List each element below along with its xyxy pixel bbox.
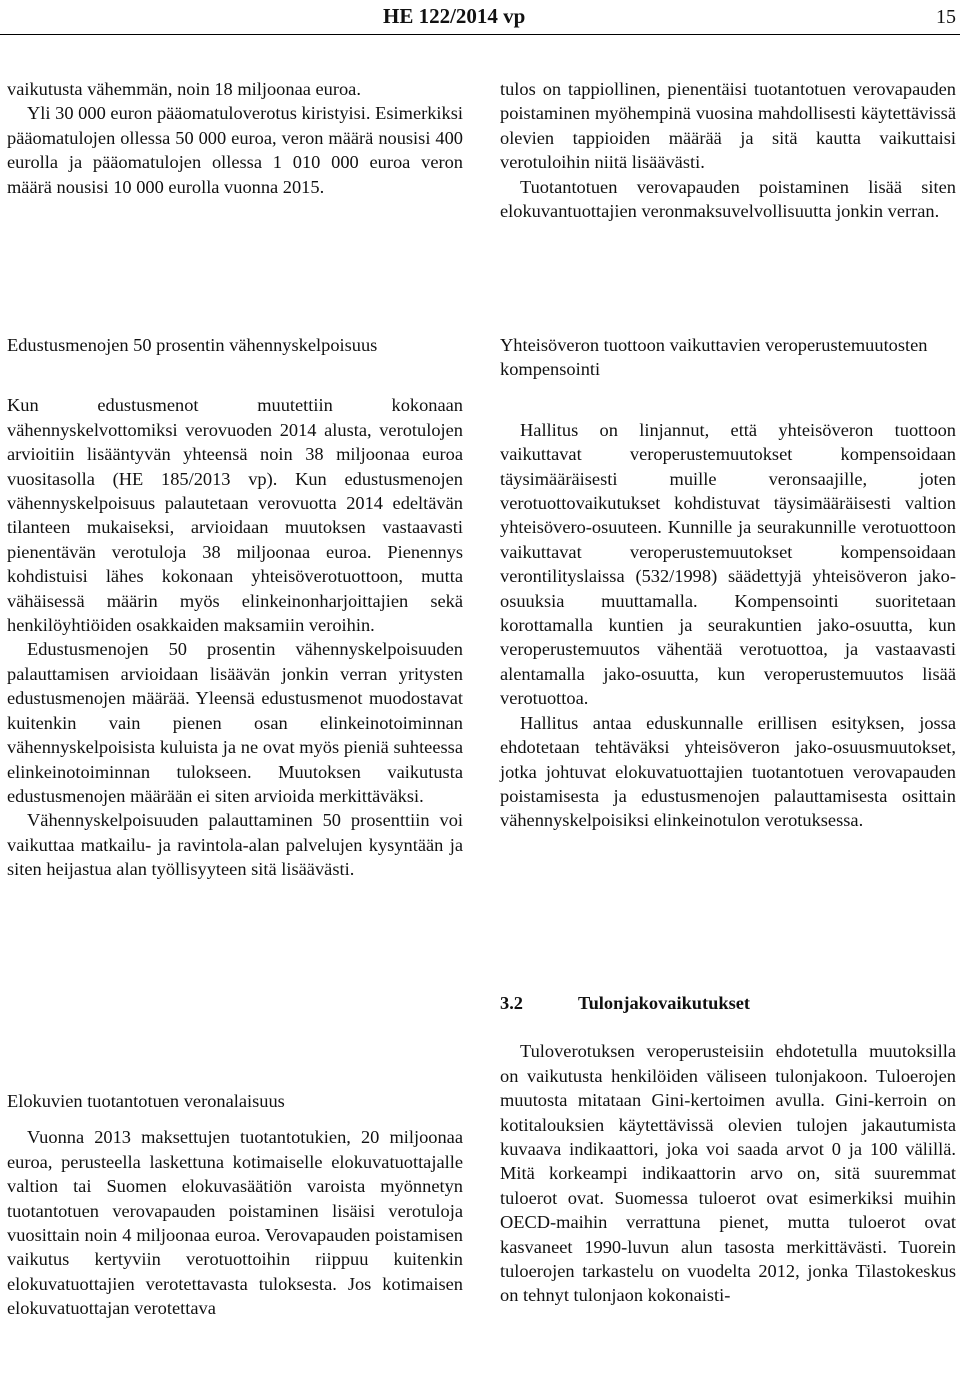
paragraph: Vähennyskelpoisuuden palauttaminen 50 prosenttiin voi vaikuttaa matkailu- ja ravintola-alan palvelujen kysyntään ja siten heijastua alan työllisyyteen sitä lisäävästi.: [7, 810, 463, 880]
paragraph: Vuonna 2013 maksettujen tuotantotukien, 20 miljoonaa euroa, perusteella laskettuna kotimaiselle elokuvatuottajalle valtion tai Suomen elokuvasäätiön varoista myönnetyn tuotantotuen verovapauden poistaminen lisäisi verotuloja vuosittain noin 4 miljoonaa euroa. Verovapauden poistamisen vaikutus kertyviin verotuottoihin riippuu kuitenkin elokuvatuottajien verotettavasta tuloksesta. Jos kotimaisen elokuvatuottajan verotettava: [7, 1127, 463, 1319]
left-section-2: [7, 1089, 463, 1321]
paragraph: Hallitus antaa eduskunnalle erillisen esityksen, jossa ehdotetaan tehtäväksi yhteisöveron jako-osuusmuutokset, jotka johtuvat elokuvatuottajien tuotantotuen verovapauden poistamisesta ja edustusmenojen palauttamisesta osittain vähennyskelpoisiksi elinkeinotulon verotuksessa.: [500, 712, 956, 831]
right-section-1: [500, 333, 956, 833]
left-column-top: [7, 77, 463, 199]
paragraph: Tuloverotuksen veroperusteisiin ehdotetulla muutoksilla on vaikutusta henkilöiden väliseen tulonjakoon. Tuloerojen muutosta mitataan Gini-kertoimen avulla. Gini-kerroin on kotitalouksien käytettävissä olevien tulojen jakautumista kuvaava indikaattori, joka voi saada arvot 0 ja 100 välillä. Mitä korkeampi indikaattorin arvo on, sitä suuremmat tuloerot ovat. Suomessa tuloerot ovat esimerkiksi muihin OECD-maihin verrattuna pienet, mutta tuloerot ovat kasvaneet 1990-luvun alun tasosta merkittävästi. Tuorein tuloerojen tarkastelu on vuodelta 2012, jonka Tilastokeskus on tehnyt tulonjaon kokonaisti-: [500, 1041, 956, 1306]
paragraph: Edustusmenojen 50 prosentin vähennyskelpoisuuden palauttamisen arvioidaan lisäävän jonkin verran yritysten edustusmenojen määrää. Yleensä edustusmenot muodostavat kuitenkin vain pienen osan elinkeinotoiminnan vähennyskelpoisista kuluista ja ne ovat myös pieniä suhteessa elinkeinotoiminnan tulokseen. Muutoksen vaikutusta edustusmenojen määrään ei siten arvioida merkittäväksi.: [7, 639, 463, 806]
section-title: Tulonjakovaikutukset: [578, 993, 751, 1013]
paragraph: tulos on tappiollinen, pienentäisi tuotantotuen verovapauden poistaminen myöhempinä vuosina mahdollisesti käytettävissä olevien tappioiden määrää ja sitä kautta vaikuttaisi verotuloihin niitä lisäävästi.: [500, 79, 956, 173]
right-column-top: [500, 77, 956, 223]
paragraph: Tuotantotuen verovapauden poistaminen lisää siten elokuvantuottajien veronmaksuvelvollisuutta jonkin verran.: [500, 176, 956, 222]
paragraph: Kun edustusmenot muutettiin kokonaan vähennyskelvottomiksi verovuoden 2014 alusta, verotulojen arvioitiin lisääntyvän yhteensä noin 38 miljoonaa euroa vuositasolla (HE 185/2013 vp). Kun edustusmenojen vähennyskelpoisuus palautetaan verovuotta 2014 edeltävän tilanteen mukaiseksi, arvioidaan muutoksen vastaavasti pienentävän verotuloja 38 miljoonaa euroa. Pienennys kohdistuisi lähes kokonaan yhteisöverotuottoon, mutta vähäisessä määrin myös elinkeinonharjoittajien sekä henkilöyhtiöiden osakkaiden maksamiin veroihin.: [7, 395, 463, 636]
paragraph: vaikutusta vähemmän, noin 18 miljoonaa euroa.: [7, 79, 361, 99]
section-heading: Elokuvien tuotantotuen veronalaisuus: [7, 1091, 285, 1111]
paragraph: Hallitus on linjannut, että yhteisöveron tuottoon vaikuttavat veroperustemuutokset kompensoidaan täysimääräisesti muille veronsaajille, joten verotuottovaikutukset kohdistuvat täysimääräisesti valtion yhteisövero-osuuteen. Kunnille ja seurakunnille verotuottoon vaikuttavat veroperustemuutokset kompensoidaan verontilityslaissa (532/1998) säädettyjä yhteisöveron jako-osuuksia muuttamalla. Kompensointi suoritetaan korottamalla kuntien ja seurakuntien jako-osuutta, kun veroperustemuutos vähentää verotuottoa, ja vastaavasti alentamalla jako-osuutta, kun veroperustemuutos lisää verotuottoa.: [500, 419, 956, 709]
left-section-1: [7, 333, 463, 882]
section-number: 3.2: [500, 993, 523, 1013]
section-heading: [500, 991, 956, 1015]
section-heading: Yhteisöveron tuottoon vaikuttavien veroperustemuutosten kompensointi: [500, 335, 928, 380]
paragraph: Yli 30 000 euron pääomatuloverotus kiristyisi. Esimerkiksi pääomatulojen ollessa 50 000 euroa, veron määrä nousisi 400 eurolla ja pääomatulojen ollessa 1 010 000 euroa veron määrä nousisi 10 000 eurolla vuonna 2015.: [7, 103, 463, 197]
right-section-2: [500, 991, 956, 1308]
section-heading: Edustusmenojen 50 prosentin vähennyskelpoisuus: [7, 335, 378, 355]
page-header: [0, 0, 960, 35]
page-number: 15: [936, 6, 956, 28]
document-id: HE 122/2014 vp: [383, 4, 526, 28]
